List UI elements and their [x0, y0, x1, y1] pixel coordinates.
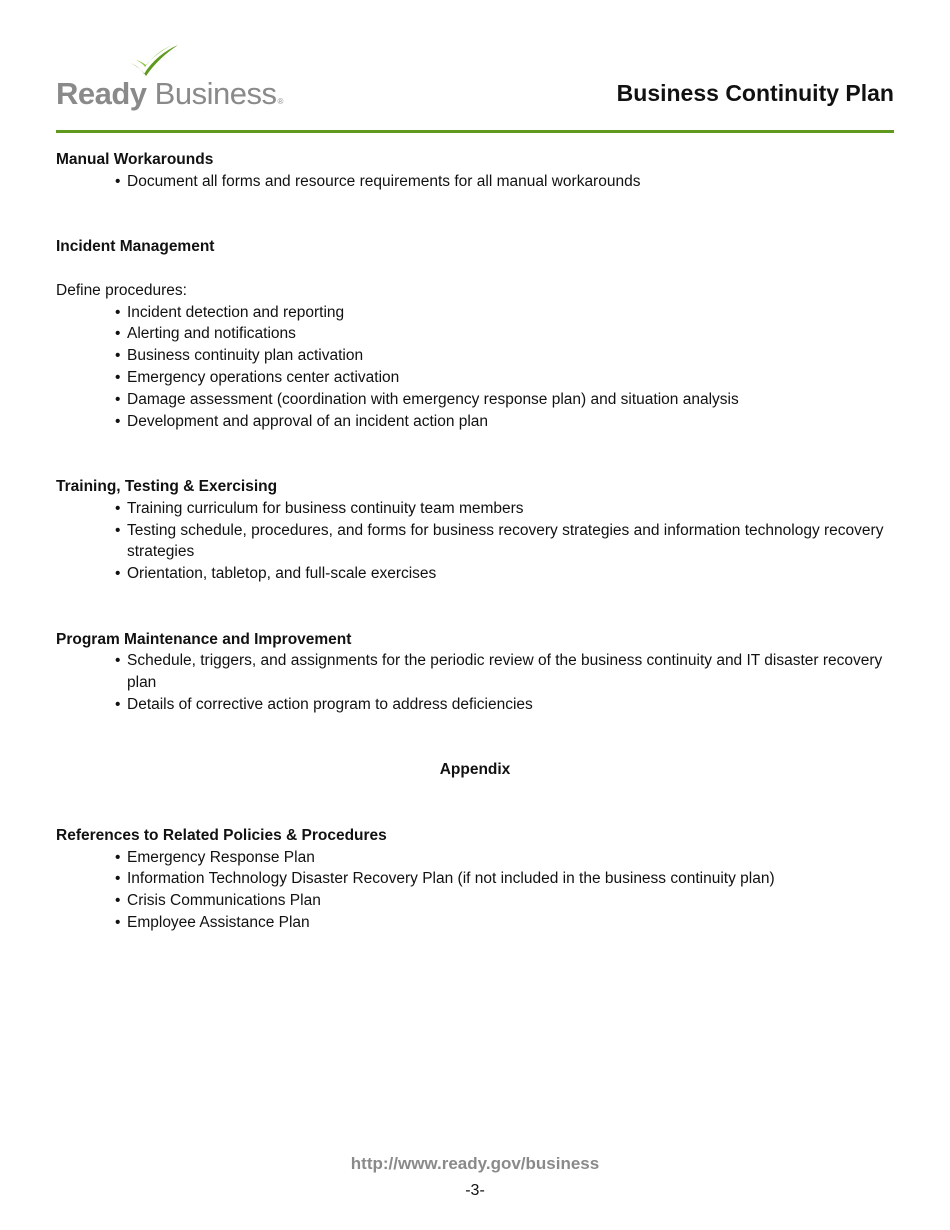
section-heading: References to Related Policies & Procedures: [56, 826, 387, 844]
list-item: • Orientation, tabletop, and full-scale exercises: [115, 563, 894, 585]
section-heading: Training, Testing & Exercising: [56, 477, 278, 495]
logo-word-ready: Ready: [56, 76, 147, 111]
section-training-testing: [56, 476, 894, 585]
section-references: [56, 825, 894, 934]
checkmark-icon: [128, 43, 180, 77]
appendix-heading: Appendix: [439, 761, 511, 779]
bullet-list: [56, 650, 894, 715]
section-heading: Incident Management: [56, 238, 215, 256]
list-item: • Damage assessment (coordination with emergency response plan) and situation analysis: [115, 389, 894, 411]
footer-url-link[interactable]: http://www.ready.gov/business: [350, 1154, 600, 1173]
section-heading: Manual Workarounds: [56, 151, 214, 168]
bullet-list: [56, 498, 894, 585]
section-incident-management: [56, 236, 894, 432]
bullet-list: [56, 171, 894, 193]
list-item: • Emergency operations center activation: [115, 367, 894, 389]
bullet-list: [56, 302, 894, 433]
list-item: • Alerting and notifications: [115, 323, 894, 345]
list-item: • Information Technology Disaster Recovery Plan (if not included in the business continuity plan): [115, 868, 894, 890]
section-program-maintenance: [56, 629, 894, 716]
logo-registered-mark: ®: [277, 97, 283, 106]
header-divider: [56, 130, 894, 133]
bullet-list: [56, 847, 894, 934]
list-item: • Document all forms and resource requirements for all manual workarounds: [115, 171, 894, 193]
list-item: • Training curriculum for business continuity team members: [115, 498, 894, 520]
list-item: • Development and approval of an incident action plan: [115, 411, 894, 433]
section-manual-workarounds: [56, 149, 894, 193]
document-title: Business Continuity Plan: [616, 80, 894, 106]
page-header: [56, 40, 894, 132]
list-item: • Crisis Communications Plan: [115, 890, 894, 912]
section-intro: Define procedures:: [56, 281, 187, 299]
list-item: • Schedule, triggers, and assignments for the periodic review of the business continuity and IT disaster recovery plan: [115, 650, 894, 694]
list-item: • Business continuity plan activation: [115, 345, 894, 367]
list-item: • Emergency Response Plan: [115, 847, 894, 869]
list-item: • Testing schedule, procedures, and forms for business recovery strategies and information technology recovery strategies: [115, 520, 894, 564]
logo-word-business: Business: [154, 76, 277, 111]
document-body: [56, 149, 894, 934]
ready-business-logo: [56, 40, 286, 116]
section-heading: Program Maintenance and Improvement: [56, 630, 352, 648]
page-number: -3-: [465, 1182, 485, 1199]
list-item: • Incident detection and reporting: [115, 302, 894, 324]
list-item: • Details of corrective action program to address deficiencies: [115, 694, 894, 716]
list-item: • Employee Assistance Plan: [115, 912, 894, 934]
